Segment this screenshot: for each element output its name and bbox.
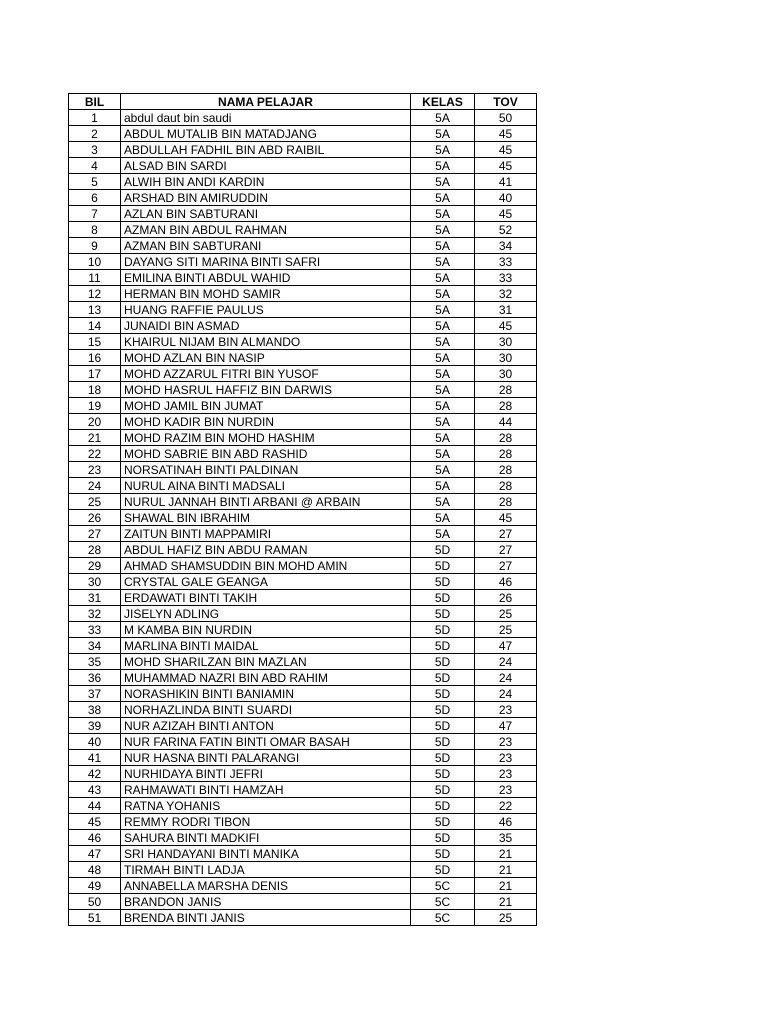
cell-bil: 47 — [69, 846, 121, 862]
cell-bil: 40 — [69, 734, 121, 750]
cell-bil: 16 — [69, 350, 121, 366]
cell-tov: 28 — [475, 398, 537, 414]
cell-tov: 23 — [475, 702, 537, 718]
cell-kelas: 5D — [411, 782, 475, 798]
table-row — [69, 398, 537, 414]
cell-tov: 45 — [475, 142, 537, 158]
cell-nama-pelajar: SAHURA BINTI MADKIFI — [121, 830, 411, 846]
cell-tov: 30 — [475, 366, 537, 382]
cell-tov: 46 — [475, 814, 537, 830]
table-row — [69, 270, 537, 286]
table-body — [69, 110, 537, 926]
cell-tov: 25 — [475, 622, 537, 638]
cell-kelas: 5A — [411, 414, 475, 430]
cell-nama-pelajar: MOHD AZZARUL FITRI BIN YUSOF — [121, 366, 411, 382]
cell-bil: 50 — [69, 894, 121, 910]
table-row — [69, 446, 537, 462]
cell-kelas: 5A — [411, 254, 475, 270]
cell-bil: 6 — [69, 190, 121, 206]
cell-bil: 39 — [69, 718, 121, 734]
cell-bil: 21 — [69, 430, 121, 446]
header-tov: TOV — [475, 94, 537, 110]
cell-kelas: 5D — [411, 750, 475, 766]
cell-nama-pelajar: MOHD KADIR BIN NURDIN — [121, 414, 411, 430]
cell-nama-pelajar: ARSHAD BIN AMIRUDDIN — [121, 190, 411, 206]
cell-tov: 28 — [475, 478, 537, 494]
cell-tov: 47 — [475, 718, 537, 734]
cell-tov: 23 — [475, 750, 537, 766]
cell-nama-pelajar: AZMAN BIN ABDUL RAHMAN — [121, 222, 411, 238]
table-row — [69, 350, 537, 366]
cell-nama-pelajar: AHMAD SHAMSUDDIN BIN MOHD AMIN — [121, 558, 411, 574]
cell-tov: 23 — [475, 782, 537, 798]
cell-bil: 4 — [69, 158, 121, 174]
cell-nama-pelajar: ABDULLAH FADHIL BIN ABD RAIBIL — [121, 142, 411, 158]
cell-bil: 17 — [69, 366, 121, 382]
cell-kelas: 5A — [411, 398, 475, 414]
cell-tov: 31 — [475, 302, 537, 318]
table-row — [69, 782, 537, 798]
cell-bil: 43 — [69, 782, 121, 798]
cell-kelas: 5A — [411, 142, 475, 158]
cell-kelas: 5D — [411, 622, 475, 638]
cell-bil: 38 — [69, 702, 121, 718]
cell-kelas: 5D — [411, 574, 475, 590]
table-row — [69, 414, 537, 430]
cell-kelas: 5A — [411, 110, 475, 126]
cell-bil: 49 — [69, 878, 121, 894]
cell-bil: 46 — [69, 830, 121, 846]
table-row — [69, 462, 537, 478]
table-row — [69, 286, 537, 302]
table-row — [69, 318, 537, 334]
cell-tov: 23 — [475, 734, 537, 750]
cell-nama-pelajar: ABDUL HAFIZ BIN ABDU RAMAN — [121, 542, 411, 558]
cell-nama-pelajar: abdul daut bin saudi — [121, 110, 411, 126]
table-row — [69, 494, 537, 510]
cell-bil: 28 — [69, 542, 121, 558]
cell-kelas: 5A — [411, 366, 475, 382]
cell-bil: 36 — [69, 670, 121, 686]
cell-kelas: 5A — [411, 174, 475, 190]
cell-bil: 7 — [69, 206, 121, 222]
cell-bil: 42 — [69, 766, 121, 782]
cell-nama-pelajar: MOHD RAZIM BIN MOHD HASHIM — [121, 430, 411, 446]
cell-kelas: 5A — [411, 462, 475, 478]
table-row — [69, 654, 537, 670]
cell-tov: 21 — [475, 862, 537, 878]
cell-kelas: 5D — [411, 862, 475, 878]
table-row — [69, 798, 537, 814]
cell-nama-pelajar: MOHD AZLAN BIN NASIP — [121, 350, 411, 366]
cell-tov: 34 — [475, 238, 537, 254]
table-row — [69, 174, 537, 190]
cell-kelas: 5A — [411, 206, 475, 222]
cell-nama-pelajar: SRI HANDAYANI BINTI MANIKA — [121, 846, 411, 862]
cell-kelas: 5D — [411, 686, 475, 702]
cell-nama-pelajar: NORHAZLINDA BINTI SUARDI — [121, 702, 411, 718]
table-row — [69, 638, 537, 654]
cell-bil: 37 — [69, 686, 121, 702]
cell-nama-pelajar: NUR HASNA BINTI PALARANGI — [121, 750, 411, 766]
cell-tov: 45 — [475, 158, 537, 174]
table-row — [69, 558, 537, 574]
table-row — [69, 718, 537, 734]
table-row — [69, 606, 537, 622]
cell-bil: 9 — [69, 238, 121, 254]
table-row — [69, 222, 537, 238]
cell-nama-pelajar: EMILINA BINTI ABDUL WAHID — [121, 270, 411, 286]
cell-nama-pelajar: AZLAN BIN SABTURANI — [121, 206, 411, 222]
cell-bil: 51 — [69, 910, 121, 926]
cell-tov: 35 — [475, 830, 537, 846]
cell-bil: 31 — [69, 590, 121, 606]
cell-kelas: 5A — [411, 126, 475, 142]
cell-kelas: 5D — [411, 558, 475, 574]
table-row — [69, 734, 537, 750]
cell-bil: 1 — [69, 110, 121, 126]
table-row — [69, 510, 537, 526]
cell-nama-pelajar: MOHD SABRIE BIN ABD RASHID — [121, 446, 411, 462]
cell-kelas: 5A — [411, 158, 475, 174]
cell-nama-pelajar: NORASHIKIN BINTI BANIAMIN — [121, 686, 411, 702]
cell-bil: 19 — [69, 398, 121, 414]
table-row — [69, 894, 537, 910]
cell-tov: 45 — [475, 510, 537, 526]
cell-kelas: 5D — [411, 606, 475, 622]
cell-bil: 25 — [69, 494, 121, 510]
cell-tov: 44 — [475, 414, 537, 430]
cell-kelas: 5D — [411, 718, 475, 734]
cell-nama-pelajar: HERMAN BIN MOHD SAMIR — [121, 286, 411, 302]
cell-nama-pelajar: ALWIH BIN ANDI KARDIN — [121, 174, 411, 190]
cell-tov: 22 — [475, 798, 537, 814]
cell-bil: 34 — [69, 638, 121, 654]
table-row — [69, 702, 537, 718]
cell-nama-pelajar: NUR AZIZAH BINTI ANTON — [121, 718, 411, 734]
cell-bil: 3 — [69, 142, 121, 158]
cell-tov: 21 — [475, 894, 537, 910]
table-row — [69, 862, 537, 878]
table-row — [69, 574, 537, 590]
cell-bil: 20 — [69, 414, 121, 430]
cell-kelas: 5D — [411, 766, 475, 782]
cell-nama-pelajar: MOHD HASRUL HAFFIZ BIN DARWIS — [121, 382, 411, 398]
cell-nama-pelajar: NUR FARINA FATIN BINTI OMAR BASAH — [121, 734, 411, 750]
cell-kelas: 5D — [411, 654, 475, 670]
cell-bil: 41 — [69, 750, 121, 766]
cell-bil: 26 — [69, 510, 121, 526]
cell-kelas: 5A — [411, 510, 475, 526]
header-nama-pelajar: NAMA PELAJAR — [121, 94, 411, 110]
cell-tov: 25 — [475, 606, 537, 622]
cell-bil: 44 — [69, 798, 121, 814]
cell-tov: 30 — [475, 350, 537, 366]
cell-bil: 45 — [69, 814, 121, 830]
table-row — [69, 206, 537, 222]
table-row — [69, 686, 537, 702]
cell-bil: 10 — [69, 254, 121, 270]
table-row — [69, 830, 537, 846]
header-bil: BIL — [69, 94, 121, 110]
cell-tov: 52 — [475, 222, 537, 238]
cell-nama-pelajar: ZAITUN BINTI MAPPAMIRI — [121, 526, 411, 542]
table-row — [69, 590, 537, 606]
cell-bil: 32 — [69, 606, 121, 622]
table-row — [69, 158, 537, 174]
cell-tov: 50 — [475, 110, 537, 126]
cell-nama-pelajar: MOHD SHARILZAN BIN MAZLAN — [121, 654, 411, 670]
cell-kelas: 5C — [411, 910, 475, 926]
table-row — [69, 542, 537, 558]
cell-kelas: 5A — [411, 286, 475, 302]
cell-tov: 41 — [475, 174, 537, 190]
cell-kelas: 5A — [411, 350, 475, 366]
cell-tov: 24 — [475, 670, 537, 686]
cell-bil: 12 — [69, 286, 121, 302]
cell-tov: 24 — [475, 654, 537, 670]
cell-bil: 24 — [69, 478, 121, 494]
table-row — [69, 814, 537, 830]
table-row — [69, 430, 537, 446]
cell-nama-pelajar: ALSAD BIN SARDI — [121, 158, 411, 174]
cell-kelas: 5D — [411, 590, 475, 606]
cell-kelas: 5D — [411, 638, 475, 654]
table-header — [69, 94, 537, 110]
cell-tov: 28 — [475, 382, 537, 398]
cell-kelas: 5A — [411, 446, 475, 462]
cell-nama-pelajar: NURUL AINA BINTI MADSALI — [121, 478, 411, 494]
cell-nama-pelajar: NURHIDAYA BINTI JEFRI — [121, 766, 411, 782]
table-row — [69, 478, 537, 494]
cell-nama-pelajar: BRENDA BINTI JANIS — [121, 910, 411, 926]
cell-kelas: 5A — [411, 302, 475, 318]
cell-kelas: 5D — [411, 734, 475, 750]
table-row — [69, 142, 537, 158]
cell-bil: 29 — [69, 558, 121, 574]
cell-bil: 18 — [69, 382, 121, 398]
cell-tov: 45 — [475, 318, 537, 334]
cell-bil: 5 — [69, 174, 121, 190]
cell-nama-pelajar: HUANG RAFFIE PAULUS — [121, 302, 411, 318]
cell-nama-pelajar: JISELYN ADLING — [121, 606, 411, 622]
cell-bil: 11 — [69, 270, 121, 286]
cell-nama-pelajar: AZMAN BIN SABTURANI — [121, 238, 411, 254]
cell-kelas: 5D — [411, 846, 475, 862]
cell-tov: 23 — [475, 766, 537, 782]
cell-bil: 22 — [69, 446, 121, 462]
cell-nama-pelajar: REMMY RODRI TIBON — [121, 814, 411, 830]
cell-bil: 14 — [69, 318, 121, 334]
table-row — [69, 366, 537, 382]
cell-tov: 33 — [475, 254, 537, 270]
cell-kelas: 5D — [411, 702, 475, 718]
cell-nama-pelajar: ANNABELLA MARSHA DENIS — [121, 878, 411, 894]
cell-tov: 28 — [475, 430, 537, 446]
table-row — [69, 910, 537, 926]
cell-kelas: 5A — [411, 382, 475, 398]
cell-bil: 8 — [69, 222, 121, 238]
cell-bil: 33 — [69, 622, 121, 638]
cell-kelas: 5A — [411, 318, 475, 334]
table-row — [69, 334, 537, 350]
table-row — [69, 670, 537, 686]
cell-kelas: 5A — [411, 494, 475, 510]
cell-kelas: 5A — [411, 190, 475, 206]
cell-tov: 28 — [475, 446, 537, 462]
cell-tov: 27 — [475, 558, 537, 574]
cell-kelas: 5D — [411, 670, 475, 686]
cell-kelas: 5C — [411, 894, 475, 910]
cell-kelas: 5A — [411, 334, 475, 350]
student-table — [68, 93, 537, 926]
table-row — [69, 254, 537, 270]
cell-tov: 33 — [475, 270, 537, 286]
table-row — [69, 110, 537, 126]
cell-bil: 15 — [69, 334, 121, 350]
cell-kelas: 5A — [411, 430, 475, 446]
cell-bil: 35 — [69, 654, 121, 670]
cell-nama-pelajar: KHAIRUL NIJAM BIN ALMANDO — [121, 334, 411, 350]
cell-tov: 47 — [475, 638, 537, 654]
cell-nama-pelajar: DAYANG SITI MARINA BINTI SAFRI — [121, 254, 411, 270]
table-row — [69, 846, 537, 862]
table-row — [69, 302, 537, 318]
cell-tov: 45 — [475, 206, 537, 222]
cell-bil: 30 — [69, 574, 121, 590]
table-row — [69, 238, 537, 254]
cell-bil: 2 — [69, 126, 121, 142]
cell-kelas: 5A — [411, 478, 475, 494]
cell-tov: 40 — [475, 190, 537, 206]
cell-nama-pelajar: CRYSTAL GALE GEANGA — [121, 574, 411, 590]
cell-tov: 25 — [475, 910, 537, 926]
cell-tov: 32 — [475, 286, 537, 302]
table-row — [69, 382, 537, 398]
cell-tov: 28 — [475, 462, 537, 478]
cell-tov: 24 — [475, 686, 537, 702]
cell-kelas: 5A — [411, 238, 475, 254]
cell-nama-pelajar: SHAWAL BIN IBRAHIM — [121, 510, 411, 526]
cell-tov: 21 — [475, 878, 537, 894]
cell-kelas: 5A — [411, 270, 475, 286]
cell-kelas: 5A — [411, 526, 475, 542]
cell-nama-pelajar: RATNA YOHANIS — [121, 798, 411, 814]
cell-nama-pelajar: ERDAWATI BINTI TAKIH — [121, 590, 411, 606]
cell-bil: 48 — [69, 862, 121, 878]
cell-tov: 30 — [475, 334, 537, 350]
cell-nama-pelajar: RAHMAWATI BINTI HAMZAH — [121, 782, 411, 798]
cell-kelas: 5A — [411, 222, 475, 238]
cell-bil: 23 — [69, 462, 121, 478]
cell-kelas: 5D — [411, 830, 475, 846]
cell-nama-pelajar: MARLINA BINTI MAIDAL — [121, 638, 411, 654]
cell-tov: 21 — [475, 846, 537, 862]
cell-tov: 45 — [475, 126, 537, 142]
table-row — [69, 878, 537, 894]
cell-bil: 27 — [69, 526, 121, 542]
header-row — [69, 94, 537, 110]
cell-nama-pelajar: BRANDON JANIS — [121, 894, 411, 910]
cell-nama-pelajar: TIRMAH BINTI LADJA — [121, 862, 411, 878]
cell-kelas: 5D — [411, 798, 475, 814]
header-kelas: KELAS — [411, 94, 475, 110]
cell-tov: 27 — [475, 542, 537, 558]
table-row — [69, 622, 537, 638]
cell-tov: 27 — [475, 526, 537, 542]
cell-kelas: 5D — [411, 542, 475, 558]
cell-kelas: 5D — [411, 814, 475, 830]
table-row — [69, 126, 537, 142]
cell-nama-pelajar: NORSATINAH BINTI PALDINAN — [121, 462, 411, 478]
cell-nama-pelajar: MUHAMMAD NAZRI BIN ABD RAHIM — [121, 670, 411, 686]
cell-tov: 26 — [475, 590, 537, 606]
cell-nama-pelajar: MOHD JAMIL BIN JUMAT — [121, 398, 411, 414]
table-row — [69, 526, 537, 542]
cell-nama-pelajar: M KAMBA BIN NURDIN — [121, 622, 411, 638]
cell-bil: 13 — [69, 302, 121, 318]
table-row — [69, 190, 537, 206]
cell-tov: 28 — [475, 494, 537, 510]
cell-tov: 46 — [475, 574, 537, 590]
cell-nama-pelajar: NURUL JANNAH BINTI ARBANI @ ARBAIN — [121, 494, 411, 510]
cell-nama-pelajar: JUNAIDI BIN ASMAD — [121, 318, 411, 334]
cell-nama-pelajar: ABDUL MUTALIB BIN MATADJANG — [121, 126, 411, 142]
table-row — [69, 766, 537, 782]
cell-kelas: 5C — [411, 878, 475, 894]
table-row — [69, 750, 537, 766]
